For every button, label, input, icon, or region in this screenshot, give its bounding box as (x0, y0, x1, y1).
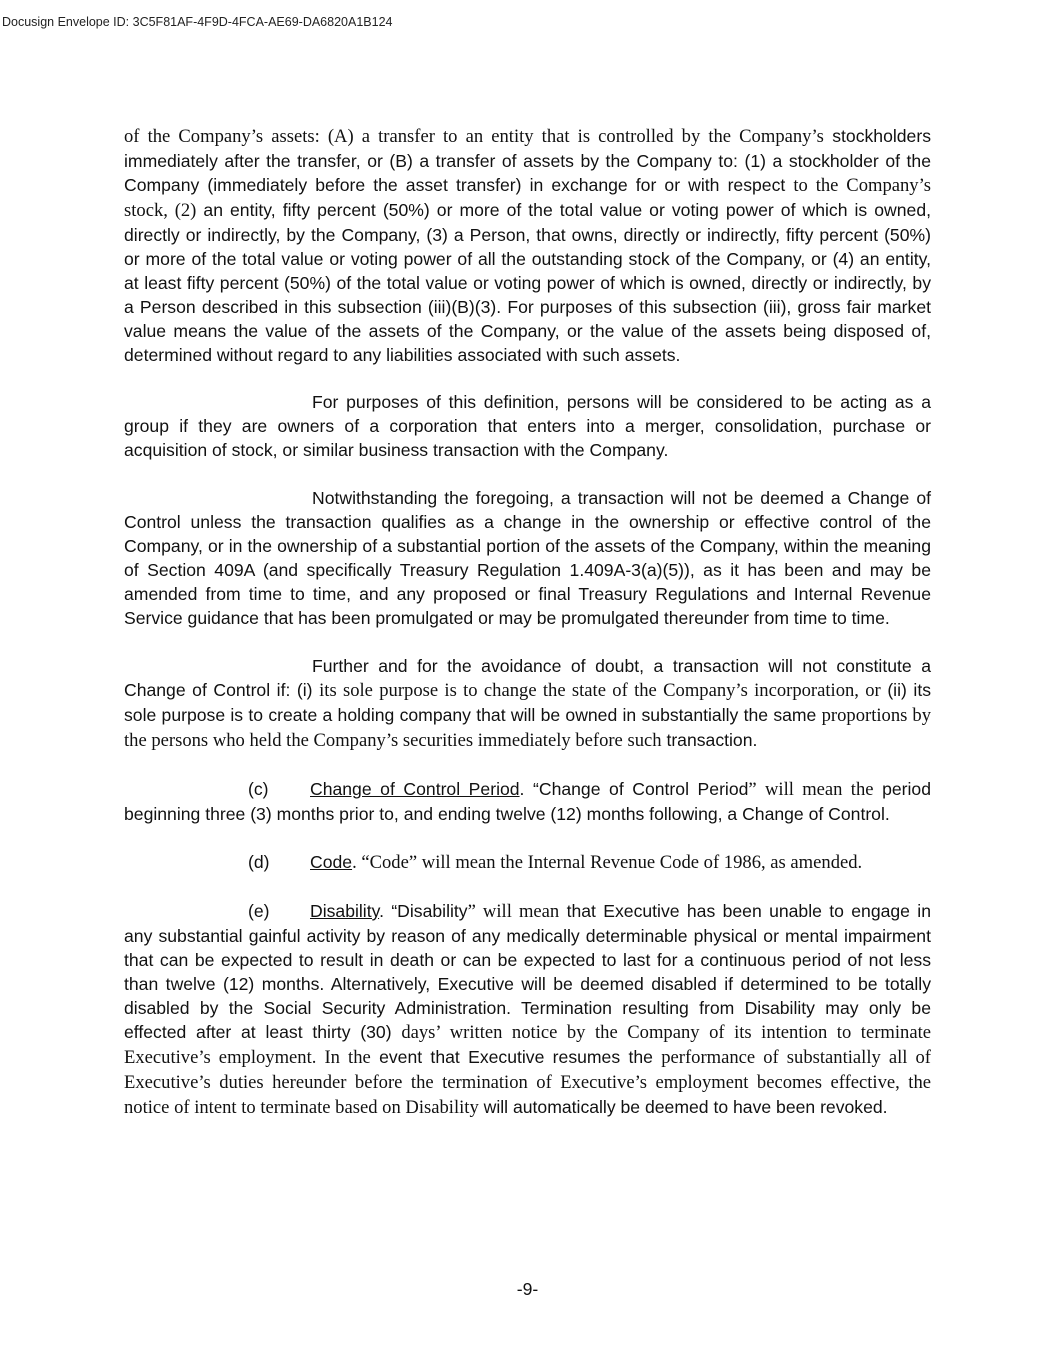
text-run: proportions by the persons who held the Company’s securities immediately before such (124, 705, 931, 751)
text-run: Notwithstanding the foregoing, a transaction will not be deemed a Change of Control unless the transaction qualifies as a change in the ownership or effective control of the Company, or in the ownership of a substantial portion of the assets of the Company, within the meaning of Section 409A (and specifically Treasury Regulation 1.409A-3(a)(5)), as it has been and may be amended from time to time, and any proposed or final Treasury Regulations and Internal Revenue Service guidance that has been promulgated or may be promulgated thereunder from time to time. (124, 488, 931, 628)
section-item-e (124, 899, 931, 1120)
text-run: Further and for the avoidance of doubt, a transaction will not constitute a Change of Control if: (i) (124, 656, 931, 700)
text-run: of the Company’s assets: (A) a transfer to an entity that is controlled by the Company’s (124, 126, 824, 147)
text-run: stockholders immediately after the transfer, or (B) a transfer of assets by the Company to: (1) a stockholder of the Company (immediately before the asset transfer) in exchange for or with respect (124, 126, 931, 195)
paragraph-further (124, 654, 931, 753)
item-title: Change of Control Period (310, 779, 520, 799)
paragraph-group-definition (124, 390, 931, 462)
item-label: (d) (248, 852, 270, 872)
text-run: . “Code” will mean the Internal Revenue Code of 1986, as amended. (352, 852, 863, 873)
text-run: . “Disability (379, 901, 468, 921)
text-run: to the Company’s stock, (2) (124, 175, 931, 221)
text-run: For purposes of this definition, persons will be considered to be acting as a group if they are owners of a corporation that enters into a merger, consolidation, purchase or acquisition of stock, or similar business transaction with the Company. (124, 392, 931, 460)
text-run: performance of substantially all of Executive’s duties hereunder before the termination of Executive’s employment becomes effective, the notice of intent to terminate based on Disability (124, 1047, 931, 1118)
paragraph-notwithstanding (124, 486, 931, 630)
text-run: its sole purpose is to change the state of the Company’s incorporation, or (319, 680, 881, 701)
text-run: ” will mean (467, 901, 560, 922)
item-title: Disability (310, 901, 380, 921)
paragraph-asset-transfer (124, 124, 931, 367)
text-run: . “ (519, 779, 539, 799)
document-body (124, 124, 931, 1144)
text-run: days’ written notice by the Company of its intention to terminate Executive’s employment. In the (124, 1022, 931, 1068)
text-run: Change of Control Period (538, 779, 749, 799)
item-title: Code (310, 852, 353, 872)
section-item-d (124, 850, 931, 875)
section-item-c (124, 777, 931, 826)
envelope-id: Docusign Envelope ID: 3C5F81AF-4F9D-4FCA-AE69-DA6820A1B124 (2, 15, 393, 29)
text-run: (ii) its sole purpose is to create a holding company that will be owned in substantially the same (124, 680, 932, 725)
item-label: (c) (248, 779, 269, 799)
text-run: transaction. (666, 730, 758, 750)
text-run: that Executive has been unable to engage in any substantial gainful activity by reason of any medically determinable physical or mental impairment that can be expected to result in death or can be expected to last for a continuous period of not less than twelve (12) months. Alternatively, Executive will be deemed disabled if determined to be totally disabled by the Social Security Administration. Termination resulting from Disability may only be effected after at least thirty (30) (124, 901, 931, 1042)
text-run: period beginning three (3) months prior to, and ending twelve (12) months following, a Change of Control. (124, 779, 931, 824)
text-run: an entity, fifty percent (50%) or more of the total value or voting power of which is owned, directly or indirectly, by the Company, (3) a Person, that owns, directly or indirectly, fifty percent (50%) or more of the total value or voting power of all the outstanding stock of the Company, or (4) an entity, at least fifty percent (50%) of the total value or voting power of which is owned, directly or indirectly, by a Person described in this subsection (iii)(B)(3). For purposes of this subsection (iii), gross fair market value means the value of the assets of the Company, or the value of the assets being disposed of, determined without regard to any liabilities associated with such assets. (124, 200, 931, 365)
text-run: ” will mean the (748, 779, 874, 800)
page-number: -9- (516, 1279, 539, 1299)
item-label: (e) (248, 901, 270, 921)
text-run: event that Executive resumes the (379, 1047, 653, 1067)
text-run: will automatically be deemed to have been revoked. (483, 1097, 888, 1117)
